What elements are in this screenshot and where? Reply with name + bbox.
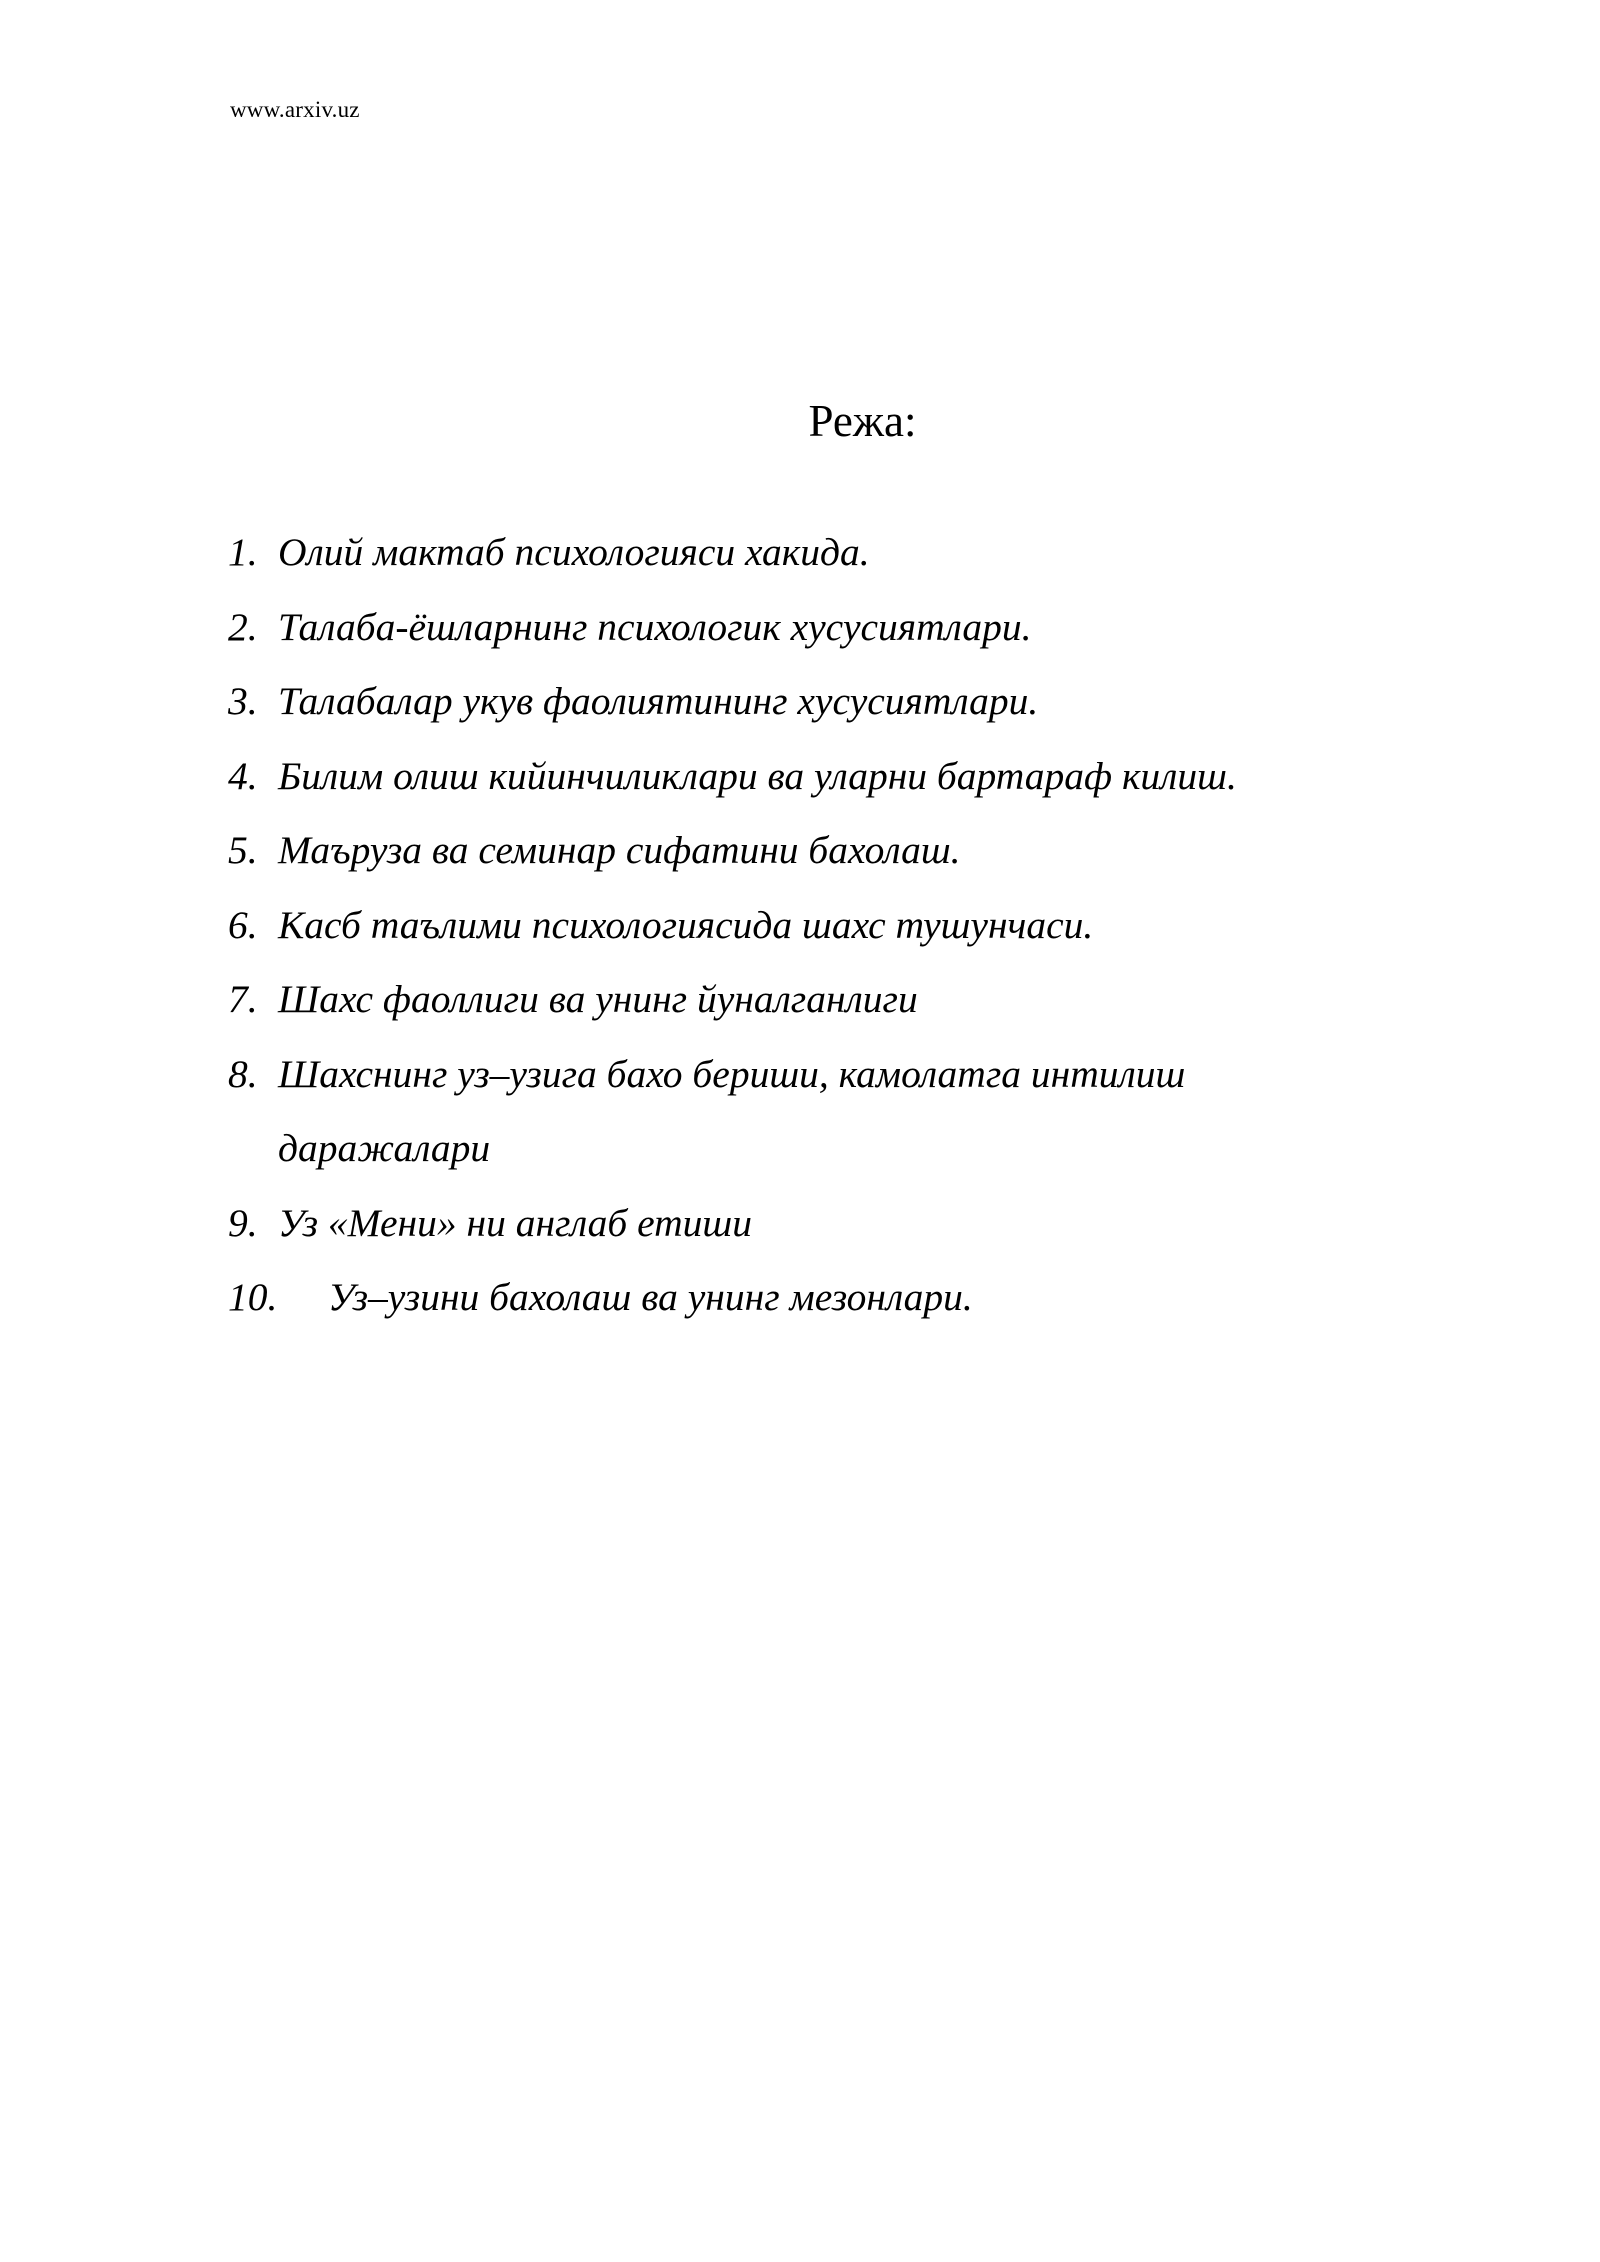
list-item-text: Шахснинг уз–узига бахо бериши, камолатга интилиш даражалари [278,1051,1186,1170]
list-item-text: Касб таълими психологиясида шахс тушунчаси. [278,902,1094,947]
list-item [228,962,1428,1037]
list-item [228,1037,1428,1186]
list-item-number: 4. [228,753,258,798]
list-item-text: Талабалар укув фаолиятининг хусусиятлари. [278,679,1039,723]
header-url: www.arxiv.uz [230,97,360,122]
list-item-number: 1. [228,530,258,574]
list-item-text: Талаба-ёшларнинг психологик хусусиятлари. [278,604,1032,649]
list-item-text: Маъруза ва семинар сифатини бахолаш. [278,828,961,872]
plan-list [228,515,1428,1335]
list-item [228,1186,1428,1261]
list-item-number: 9. [228,1200,258,1245]
page-title: Режа: [808,396,917,446]
list-item-text: Уз «Мени» ни англаб етиши [278,1200,752,1245]
list-item [228,888,1428,963]
list-item-number: 2. [228,604,258,649]
list-item-number: 10. [228,1275,278,1319]
list-item [228,739,1428,814]
list-item-number: 7. [228,977,258,1021]
list-item-text: Олий мактаб психологияси хакида. [278,530,870,574]
list-item-text: Билим олиш кийинчиликлари ва уларни бартараф килиш. [278,753,1237,798]
list-item [228,1260,1428,1335]
list-item-text: Уз–узини бахолаш ва унинг мезонлари. [328,1275,973,1319]
list-item-number: 3. [228,679,258,723]
list-item [228,664,1428,739]
list-item [228,515,1428,590]
list-item-number: 5. [228,828,258,872]
list-item [228,590,1428,665]
list-item-text: Шахс фаоллиги ва унинг йуналганлиги [278,977,918,1021]
list-item [228,813,1428,888]
list-item-number: 8. [228,1051,258,1096]
list-item-number: 6. [228,902,258,947]
